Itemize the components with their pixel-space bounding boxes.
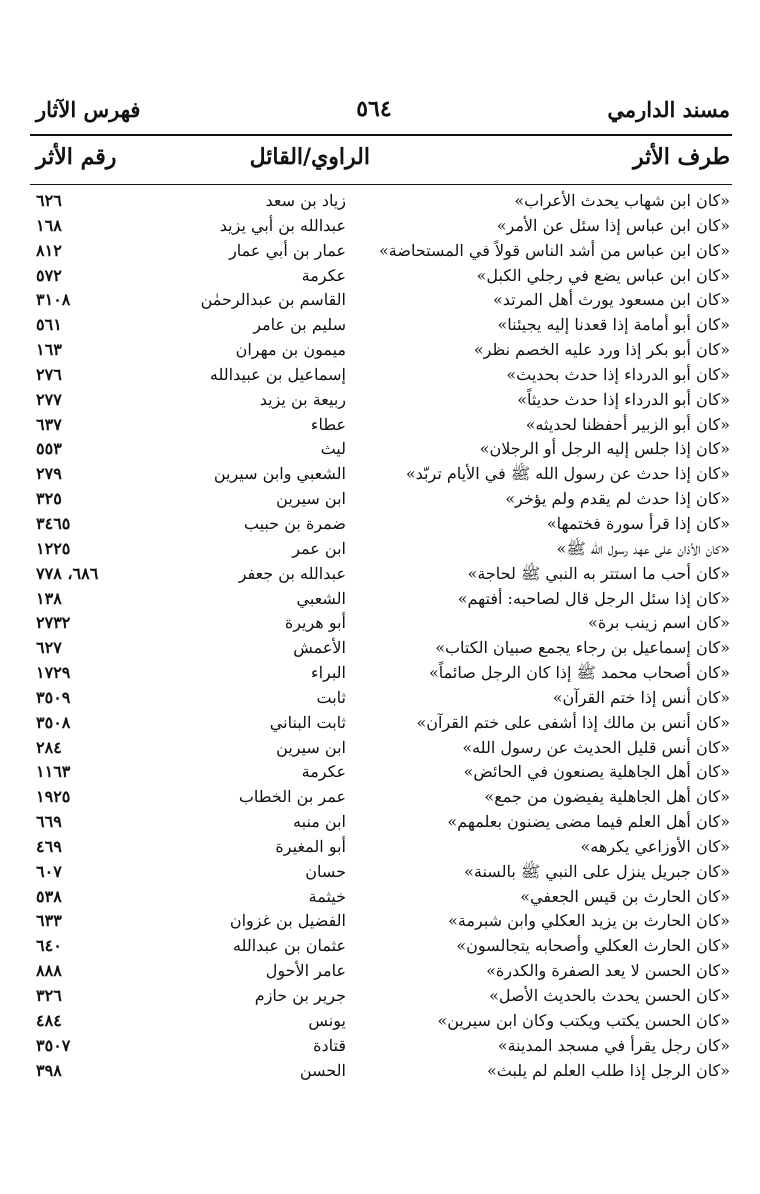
table-row [36, 909, 730, 934]
athar-number: ٦٣٣ [36, 911, 62, 931]
athar-number: ٢٨٤ [36, 737, 62, 757]
athar-number: ٦٦٩ [36, 812, 62, 832]
athar-text: «كان ابن عباس إذا سئل عن الأمر» [496, 215, 730, 235]
athar-text: «كان أبو الدرداء إذا حدث حديثاً» [517, 389, 730, 409]
athar-text: «كان ابن عباس يضع في رجلي الكبل» [476, 265, 730, 285]
athar-text: «كان إذا حدث لم يقدم ولم يؤخر» [505, 489, 730, 509]
athar-number: ٥٦١ [36, 315, 62, 335]
narrator-text: سليم بن عامر [253, 315, 346, 335]
athar-text: «كان ابن شهاب يحدث الأعراب» [514, 191, 730, 210]
athar-text: «كان إذا سئل الرجل قال لصاحبه: أفتهم» [457, 588, 730, 608]
narrator-text: الشعبي [296, 588, 346, 608]
table-row [36, 785, 730, 810]
narrator-text: زياد بن سعد [265, 191, 346, 210]
athar-text: «كان الحسن يحدث بالحديث الأصل» [489, 986, 730, 1005]
column-header-rawi: الراوي/القائل [249, 144, 370, 170]
narrator-text: عكرمة [301, 762, 346, 782]
narrator-text: قتادة [313, 1035, 346, 1055]
narrator-text: البراء [311, 663, 346, 683]
table-row [36, 189, 730, 214]
athar-text: «كان الحارث العكلي وأصحابه يتجالسون» [456, 936, 730, 956]
narrator-text: يونس [308, 1010, 346, 1030]
athar-number: ٤٦٩ [36, 836, 62, 856]
athar-text: «كان جبريل ينزل على النبي ﷺ بالسنة» [464, 861, 730, 881]
table-row [36, 363, 730, 388]
column-header-number: رقم الأثر [36, 144, 117, 170]
athar-text: «كان أنس بن مالك إذا أشفى على ختم القرآن» [416, 712, 730, 732]
athar-text: «كان أبو أمامة إذا قعدنا إليه يجيئنا» [497, 315, 730, 335]
athar-number: ٦٢٧ [36, 638, 62, 658]
athar-number: ٢٧٩ [36, 464, 62, 484]
narrator-text: الأعمش [293, 638, 346, 658]
narrator-text: عبدالله بن جعفر [238, 563, 346, 583]
narrator-text: أبو هريرة [284, 613, 346, 633]
narrator-text: ابن عمر [292, 538, 346, 558]
athar-number: ٢٧٦ [36, 364, 62, 384]
athar-number: ١١٦٣ [36, 762, 71, 782]
table-row [36, 537, 730, 562]
athar-number: ٣٤٦٥ [36, 513, 71, 533]
athar-number: ٢٧٧ [36, 389, 62, 409]
columns-rule [30, 184, 732, 185]
index-title: فهرس الآثار [36, 96, 141, 122]
table-row [36, 810, 730, 835]
athar-text: «كان اسم زينب برة» [588, 613, 730, 633]
athar-text: «كان إذا قرأ سورة فختمها» [546, 513, 730, 533]
table-row [36, 611, 730, 636]
table-row [36, 686, 730, 711]
narrator-text: عثمان بن عبدالله [232, 936, 346, 956]
book-title: مسند الدارمي [607, 96, 730, 122]
table-row [36, 736, 730, 761]
narrator-text: عطاء [310, 414, 346, 434]
table-row [36, 462, 730, 487]
athar-number: ٣١٠٨ [36, 290, 71, 310]
athar-number: ١٦٣ [36, 340, 62, 360]
athar-text: «كان أهل الجاهلية يصنعون في الحائض» [463, 762, 730, 782]
index-table [36, 189, 730, 1083]
athar-number: ٦٠٧ [36, 861, 62, 881]
athar-text: «كان أهل الجاهلية يفيضون من جمع» [484, 787, 730, 807]
narrator-text: الشعبي وابن سيرين [213, 464, 346, 484]
athar-number: ٤٨٤ [36, 1010, 62, 1030]
narrator-text: ابن منبه [293, 812, 346, 832]
table-row [36, 562, 730, 587]
narrator-text: ثابت البناني [269, 712, 346, 732]
athar-text: «كان الأذان على عهد رسول الله ﷺ» [556, 538, 730, 558]
narrator-text: الحسن [299, 1060, 346, 1080]
narrator-text: ضمرة بن حبيب [243, 513, 346, 533]
narrator-text: الفضيل بن غزوان [229, 911, 346, 931]
table-row [36, 984, 730, 1009]
narrator-text: عبدالله بن أبي يزيد [219, 215, 346, 235]
table-row [36, 413, 730, 438]
athar-text: «كان أصحاب محمد ﷺ إذا كان الرجل صائماً» [428, 663, 730, 683]
athar-number: ١٧٢٩ [36, 663, 71, 683]
athar-number: ٨١٢ [36, 240, 62, 260]
narrator-text: إسماعيل بن عبيدالله [209, 364, 346, 384]
column-headers [36, 140, 730, 180]
narrator-text: أبو المغيرة [275, 836, 346, 856]
table-row [36, 487, 730, 512]
athar-text: «كان أبو الزبير أحفظنا لحديثه» [525, 414, 730, 434]
table-row [36, 1059, 730, 1084]
athar-number: ٥٥٣ [36, 439, 62, 459]
athar-text: «كان ابن مسعود يورث أهل المرتد» [492, 290, 730, 310]
athar-text: «كان أنس قليل الحديث عن رسول الله» [462, 737, 730, 757]
athar-number: ٣٥٠٧ [36, 1035, 71, 1055]
athar-number: ٣٢٦ [36, 986, 62, 1005]
narrator-text: ابن سيرين [276, 489, 346, 509]
athar-number: ٢٧٣٢ [36, 613, 71, 633]
athar-text: «كان أنس إذا ختم القرآن» [552, 687, 730, 707]
athar-number: ٦٢٦ [36, 191, 62, 210]
narrator-text: عمار بن أبي عمار [229, 240, 346, 260]
athar-text: «كان الحسن لا يعد الصفرة والكدرة» [486, 961, 730, 981]
running-head [36, 92, 730, 126]
athar-number: ٣٩٨ [36, 1060, 62, 1080]
athar-number: ١٢٢٥ [36, 538, 71, 558]
athar-number: ١٦٨ [36, 215, 62, 235]
table-row [36, 288, 730, 313]
table-row [36, 636, 730, 661]
table-row [36, 760, 730, 785]
table-row [36, 388, 730, 413]
table-row [36, 1009, 730, 1034]
column-header-athar: طرف الأثر [632, 144, 730, 170]
athar-number: ٨٨٨ [36, 961, 62, 981]
table-row [36, 214, 730, 239]
athar-text: «كان الأوزاعي يكرهه» [580, 836, 730, 856]
narrator-text: عمر بن الخطاب [238, 787, 346, 807]
athar-number: ٣٥٠٩ [36, 687, 71, 707]
athar-text: «كان أهل العلم فيما مضى يضنون بعلمهم» [447, 812, 730, 832]
narrator-text: ابن سيرين [276, 737, 346, 757]
athar-number: ٥٣٨ [36, 886, 62, 906]
athar-text: «كان أبو بكر إذا ورد عليه الخصم نظر» [473, 340, 730, 360]
table-row [36, 711, 730, 736]
table-row [36, 512, 730, 537]
athar-text: «كان الرجل إذا طلب العلم لم يلبث» [486, 1060, 730, 1080]
narrator-text: عكرمة [301, 265, 346, 285]
table-row [36, 587, 730, 612]
table-row [36, 437, 730, 462]
narrator-text: خيثمة [308, 886, 346, 906]
table-row [36, 264, 730, 289]
header-rule [30, 134, 732, 136]
athar-number: ٦٤٠ [36, 936, 62, 956]
table-row [36, 338, 730, 363]
athar-number: ٦٨٦، ٧٧٨ [36, 563, 99, 583]
narrator-text: جرير بن حازم [254, 986, 346, 1005]
narrator-text: ليث [320, 439, 346, 459]
narrator-text: ربيعة بن يزيد [259, 389, 346, 409]
athar-text: «كان إسماعيل بن رجاء يجمع صبيان الكتاب» [435, 638, 730, 658]
athar-text: «كان أحب ما استتر به النبي ﷺ لحاجة» [467, 563, 730, 583]
table-row [36, 239, 730, 264]
narrator-text: عامر الأحول [265, 961, 346, 981]
athar-text: «كان أبو الدرداء إذا حدث بحديث» [506, 364, 730, 384]
table-row [36, 860, 730, 885]
athar-number: ٣٥٠٨ [36, 712, 71, 732]
athar-text: «كان رجل يقرأ في مسجد المدينة» [497, 1035, 730, 1055]
table-row [36, 934, 730, 959]
table-row [36, 835, 730, 860]
athar-number: ٥٧٢ [36, 265, 62, 285]
table-row [36, 885, 730, 910]
athar-text: «كان ابن عباس من أشد الناس قولاً في المستحاضة» [379, 240, 730, 260]
athar-text: «كان إذا جلس إليه الرجل أو الرجلان» [479, 439, 730, 459]
table-row [36, 313, 730, 338]
athar-number: ١٩٢٥ [36, 787, 71, 807]
athar-number: ٣٢٥ [36, 489, 62, 509]
table-row [36, 959, 730, 984]
athar-text: «كان الحارث بن قيس الجعفي» [520, 886, 730, 906]
narrator-text: ميمون بن مهران [235, 340, 346, 360]
narrator-text: القاسم بن عبدالرحمٰن [200, 290, 346, 310]
page-number: ٥٦٤ [356, 96, 392, 122]
table-row [36, 1034, 730, 1059]
table-row [36, 661, 730, 686]
narrator-text: حسان [305, 861, 346, 881]
athar-number: ٦٣٧ [36, 414, 62, 434]
athar-text: «كان إذا حدث عن رسول الله ﷺ في الأيام تربّد» [405, 464, 730, 484]
narrator-text: ثابت [316, 687, 346, 707]
athar-text: «كان الحسن يكتب ويكتب وكان ابن سيرين» [437, 1010, 730, 1030]
athar-text: «كان الحارث بن يزيد العكلي وابن شبرمة» [448, 911, 730, 931]
athar-number: ١٣٨ [36, 588, 62, 608]
